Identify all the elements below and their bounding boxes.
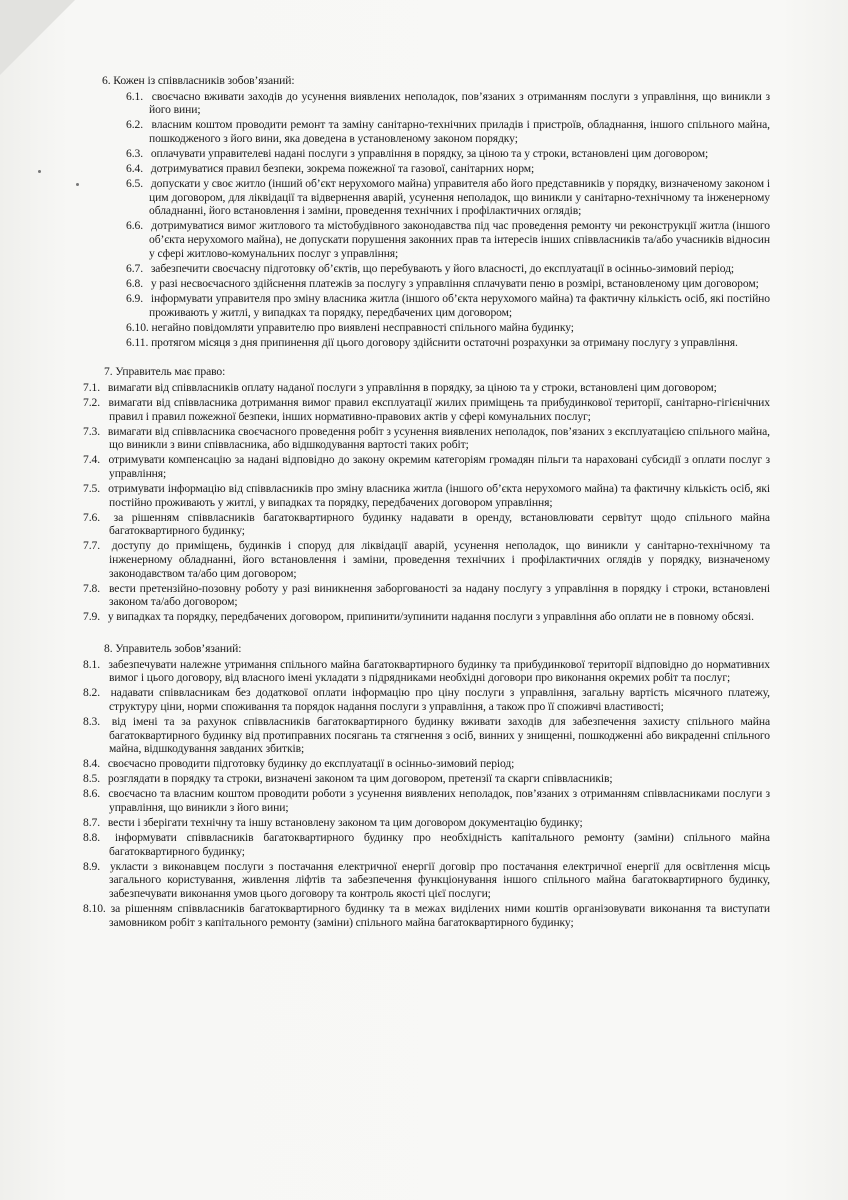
clause-item (78, 582, 770, 609)
clause-number: 8.3. (83, 714, 100, 728)
clause-item (80, 147, 770, 161)
clause-number: 8.9. (83, 859, 100, 873)
clause-text: забезпечити своєчасну підготовку об’єктів, що перебувають у його власності, до експлуатації в осінньо-зимовий період; (150, 261, 735, 275)
clause-item (78, 396, 770, 423)
clause-text: забезпечувати належне утримання спільного майна багатоквартирного будинку та прибудинкової території відповідно до нормативних вимог і цього договору, від власного імені укладати з підрядниками необхідні договори про виконання окремих робіт та послуг; (108, 657, 770, 685)
clause-item (80, 292, 770, 319)
clause-item (78, 860, 770, 901)
clause-item (78, 658, 770, 685)
section-6 (80, 74, 770, 349)
clause-text: отримувати компенсацію за надані відповідно до закону окремим категоріям громадян пільги та нараховані субсидії з оплати послуг з управління; (108, 453, 770, 480)
clause-text: за рішенням співвласників багатоквартирного будинку та в межах виділених ними коштів організовувати виконання та виступати замовником робіт з капітального ремонту (заміни) спільного майна багатоквартирного будинку; (109, 902, 770, 929)
clause-text: інформувати управителя про зміну власника житла (іншого об’єкта нерухомого майна) та фактичну кількість осіб, які постійно проживають у житлі, у випадках та порядку, передбачених цим договором; (149, 291, 770, 319)
clause-item (78, 539, 770, 580)
scan-speck (76, 183, 79, 186)
clause-text: допускати у своє житло (інший об’єкт нерухомого майна) управителя або його представників у порядку, визначеному законом і цим договором, для ліквідації та відвернення аварій, усунення неполадок, що виникли у санітарно-технічному та інженерному обладнанні, його встановлення і заміни, проведення технічних і профілактичних оглядів; (149, 177, 770, 218)
clause-text: своєчасно проводити підготовку будинку до експлуатації в осінньо-зимовий період; (107, 757, 515, 771)
clause-text: вимагати від співвласника своєчасного проведення робіт з усунення виявлених неполадок, пов’язаних з експлуатацією спільного майна, що виникли з вини співвласника, або відшкодування вартості таких робіт; (107, 424, 770, 452)
clause-item (78, 425, 770, 452)
clause-number: 6.9. (126, 291, 143, 305)
clause-number: 6.3. (126, 146, 143, 160)
clause-text: дотримуватися вимог житлового та містобудівного законодавства під час проведення ремонту чи реконструкції житла (іншого об’єкта нерухомого майна), не допускати порушення законних прав та інтересів інших співвласників та/або учасників відносин у сфері житлово-комунальних послуг з управління; (149, 219, 770, 260)
clause-item (78, 816, 770, 830)
clause-number: 6.11. (126, 335, 149, 349)
clause-text: протягом місяця з дня припинення дії цього договору здійснити остаточні розрахунки за отриману послугу з управління. (151, 335, 738, 349)
clause-text: вести і зберігати технічну та іншу встановлену законом та цим договором документацію будинку; (107, 816, 583, 830)
clause-item (78, 381, 770, 395)
clause-text: негайно повідомляти управителю про виявлені несправності спільного майна будинку; (151, 320, 574, 334)
clause-text: своєчасно та власним коштом проводити роботи з усунення виявлених неполадок, пов’язаних з отриманням співвласниками послуги з управління, що виникли з його вини; (108, 787, 770, 814)
clause-number: 8.1. (83, 657, 100, 671)
clause-number: 7.5. (83, 482, 100, 496)
clause-item (78, 686, 770, 713)
clause-number: 8.7. (83, 816, 100, 830)
clause-item (78, 453, 770, 480)
clause-item (80, 321, 770, 335)
clause-text: власним коштом проводити ремонт та заміну санітарно-технічних приладів і пристроїв, обладнання, іншого спільного майна, пошкодженого з його вини, яка доведена в установленому законом порядку; (149, 118, 770, 145)
clause-number: 7.7. (83, 539, 100, 553)
clause-item (80, 262, 770, 276)
clause-text: укласти з виконавцем послуги з постачання електричної енергії договір про постачання електричної енергії для освітлення місць загального користування, живлення ліфтів та забезпечення функціонування іншого спільного майна багатоквартирного будинку, забезпечувати виконання умов цього договору та контроль якості цієї послуги; (109, 859, 770, 901)
clause-text: надавати співвласникам без додаткової оплати інформацію про ціну послуги з управління, загальну вартість місячного платежу, структуру ціни, норми споживання та порядок надання послуги з управління, а також про її споживчі властивості; (109, 686, 770, 713)
clause-item (78, 715, 770, 756)
clause-number: 8.5. (83, 772, 100, 786)
clause-item (80, 90, 770, 117)
clause-item (80, 177, 770, 218)
clause-text: інформувати співвласників багатоквартирного будинку про необхідність капітального ремонту (заміни) спільного майна багатоквартирного будинку; (109, 831, 770, 858)
clause-text: доступу до приміщень, будинків і споруд для ліквідації аварій, усунення неполадок, що виникли у санітарно-технічному та інженерному обладнанні, його встановлення і заміни, проведення технічних і профілактичних оглядів у порядку, визначеному законодавством та/або цим договором; (109, 539, 770, 580)
clause-number: 8.4. (83, 757, 100, 771)
clause-number: 7.8. (83, 581, 100, 595)
scan-speck (38, 170, 41, 173)
clause-text: вести претензійно-позовну роботу у разі виникнення заборгованості за надану послугу з управління в порядку і строки, встановлені законом та/або договором; (108, 581, 770, 609)
page-corner-fold (0, 0, 75, 75)
clause-text: від імені та за рахунок співвласників багатоквартирного будинку вживати заходів для забезпечення захисту спільного майна багатоквартирного будинку від протиправних посягань та стягнення з осіб, винних у знищенні, пошкодженні або викраденні спільного майна, відшкодування завданих збитків; (109, 714, 770, 756)
clause-text: отримувати інформацію від співвласників про зміну власника житла (іншого об’єкта нерухомого майна) та фактичну кількість осіб, які постійно проживають у житлі, у випадках та порядку, передбачених договором управління; (108, 482, 770, 509)
clause-number: 6.7. (126, 261, 143, 275)
clause-number: 6.5. (126, 177, 143, 191)
clause-number: 8.2. (83, 686, 100, 700)
section-title: 8. Управитель зобов’язаний: (104, 641, 242, 655)
clause-text: дотримуватися правил безпеки, зокрема пожежної та газової, санітарних норм; (150, 162, 535, 176)
section-title: 6. Кожен із співвласників зобов’язаний: (102, 74, 295, 87)
clause-text: розглядати в порядку та строки, визначені законом та цим договором, претензії та скарги співвласників; (107, 772, 613, 786)
clause-item (78, 610, 770, 624)
clause-number: 6.10. (126, 320, 149, 334)
clause-text: вимагати від співвласника дотримання вимог правил експлуатації жилих приміщень та прибудинкової території, санітарно-гігієнічних правил і правил пожежної безпеки, інших нормативно-правових актів у сфері комунальних послуг; (108, 395, 770, 423)
clause-item (80, 336, 770, 350)
clause-text: за рішенням співвласників багатоквартирного будинку надавати в оренду, встановлювати сервітут щодо спільного майна багатоквартирного будинку; (109, 510, 770, 538)
clause-number: 7.1. (83, 380, 100, 394)
clause-text: вимагати від співвласників оплату наданої послуги з управління в порядку, за ціною та у строки, встановлені цим договором; (107, 380, 717, 394)
section-7 (80, 365, 770, 624)
clause-item (80, 277, 770, 291)
clause-text: у випадках та порядку, передбачених договором, припинити/зупинити надання послуги з управління або оплати не в повному обсязі. (107, 610, 754, 624)
clause-text: у разі несвоєчасного здійснення платежів за послугу з управління сплачувати пеню в розмірі, встановленому цим договором; (150, 276, 759, 290)
clause-number: 6.6. (126, 219, 143, 233)
clause-item (78, 482, 770, 509)
clause-number: 7.2. (83, 395, 100, 409)
clause-number: 8.8. (83, 831, 100, 845)
clause-item (80, 118, 770, 145)
clause-text: оплачувати управителеві надані послуги з управління в порядку, за ціною та у строки, встановлені цим договором; (150, 146, 709, 160)
clause-number: 6.2. (126, 118, 143, 132)
clause-item (80, 219, 770, 260)
clause-text: своєчасно вживати заходів до усунення виявлених неполадок, пов’язаних з отриманням послуги з управління, що виникли з його вини; (149, 89, 770, 117)
clause-number: 8.6. (83, 787, 100, 801)
clause-number: 7.3. (83, 424, 100, 438)
clause-item (78, 511, 770, 538)
clause-number: 7.6. (83, 510, 100, 524)
clause-item (78, 787, 770, 814)
clause-number: 6.1. (126, 89, 143, 103)
clause-number: 6.8. (126, 276, 143, 290)
section-title: 7. Управитель має право: (104, 365, 226, 379)
clause-number: 7.9. (83, 610, 100, 624)
clause-number: 7.4. (83, 453, 100, 467)
clause-number: 6.4. (126, 162, 143, 176)
clause-item (78, 831, 770, 858)
clause-number: 8.10. (83, 902, 106, 916)
clause-item (78, 757, 770, 771)
clause-item (80, 162, 770, 176)
section-8 (80, 642, 770, 929)
clause-item (78, 772, 770, 786)
document-body (80, 74, 770, 931)
clause-item (78, 902, 770, 929)
